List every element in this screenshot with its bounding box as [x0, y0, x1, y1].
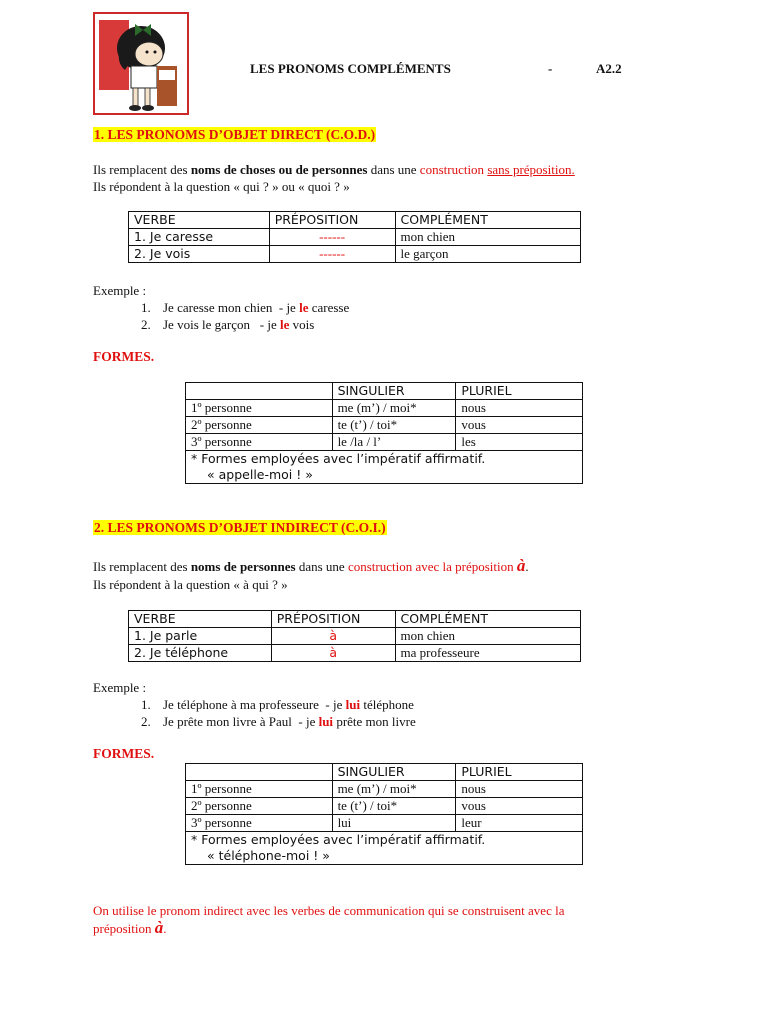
cod-formes-table: [185, 382, 583, 484]
example-pronoun: le: [299, 300, 309, 315]
table-header: PRÉPOSITION: [271, 611, 395, 628]
intro-bold: noms de personnes: [190, 559, 296, 574]
coi-example-item: [141, 713, 416, 730]
intro-red: construction: [419, 162, 488, 177]
table-cell: à: [271, 645, 395, 662]
example-pronoun: lui: [345, 697, 361, 712]
title-separator: -: [548, 61, 553, 76]
table-cell: 2º personne: [186, 798, 333, 815]
intro-red: construction avec la préposition: [347, 559, 517, 574]
table-cell: mon chien: [395, 229, 581, 246]
example-text: Je vois le garçon - je: [163, 317, 280, 332]
table-header: [186, 764, 333, 781]
table-header: PRÉPOSITION: [269, 212, 395, 229]
intro-text: dans une: [295, 559, 348, 574]
list-number: 2.: [141, 714, 151, 729]
intro-text: Ils remplacent des: [93, 162, 191, 177]
table-cell: ma professeure: [395, 645, 580, 662]
intro-text: .: [525, 559, 529, 574]
table-row: [186, 781, 583, 798]
table-cell: 2. Je vois: [129, 246, 270, 263]
table-row: [186, 434, 583, 451]
table-header-row: [186, 383, 583, 400]
intro-bold: noms de choses ou de personnes: [190, 162, 368, 177]
table-row: [129, 628, 581, 645]
level-label: A2.2: [596, 61, 622, 76]
coi-example-item: [141, 696, 414, 713]
table-cell: 1º personne: [186, 781, 333, 798]
table-header: [186, 383, 333, 400]
note-example: « appelle-moi ! »: [207, 467, 313, 482]
table-header: PLURIEL: [456, 383, 583, 400]
table-cell: ------: [269, 246, 395, 263]
table-row: [129, 229, 581, 246]
coi-intro-line1: [93, 557, 529, 575]
table-cell: te (t’) / toi*: [332, 417, 456, 434]
table-header: VERBE: [129, 611, 272, 628]
table-cell: ------: [269, 229, 395, 246]
cod-example-item: [141, 299, 349, 316]
table-cell: te (t’) / toi*: [332, 798, 456, 815]
cod-intro-line1: [93, 161, 575, 178]
table-cell: 1. Je caresse: [129, 229, 270, 246]
table-header: COMPLÉMENT: [395, 611, 580, 628]
cod-formes-label: FORMES.: [93, 349, 155, 364]
table-cell: le /la / l’: [332, 434, 456, 451]
cod-example-label: Exemple :: [93, 283, 147, 298]
section-cod-heading: [93, 127, 376, 143]
example-text: Je prête mon livre à Paul - je: [163, 714, 319, 729]
note-example: « téléphone-moi ! »: [207, 848, 330, 863]
list-number: 1.: [141, 300, 151, 315]
intro-red-underlined: sans préposition.: [487, 162, 575, 177]
intro-text: dans une: [367, 162, 420, 177]
coi-verb-table: [128, 610, 581, 662]
coi-formes-table: [185, 763, 583, 865]
table-cell: 1. Je parle: [129, 628, 272, 645]
example-text: caresse: [308, 300, 350, 315]
table-header-row: [129, 212, 581, 229]
table-note: [186, 451, 583, 484]
table-cell: 2. Je téléphone: [129, 645, 272, 662]
preposition-a: à: [154, 918, 164, 937]
footer-text: préposition: [93, 921, 155, 936]
table-cell: nous: [456, 781, 583, 798]
document-title: LES PRONOMS COMPLÉMENTS: [250, 61, 451, 76]
example-text: prête mon livre: [333, 714, 416, 729]
table-header: COMPLÉMENT: [395, 212, 581, 229]
cod-verb-table: [128, 211, 581, 263]
table-cell: le garçon: [395, 246, 581, 263]
table-header: SINGULIER: [332, 383, 456, 400]
note-line: * Formes employées avec l’impératif affirmatif.: [191, 832, 486, 847]
table-note: [186, 832, 583, 865]
table-header: VERBE: [129, 212, 270, 229]
table-header: PLURIEL: [456, 764, 583, 781]
footer-note-line1: On utilise le pronom indirect avec les verbes de communication qui se construisent avec la: [93, 903, 565, 918]
table-header-row: [129, 611, 581, 628]
footer-text: .: [163, 921, 167, 936]
table-note-row: [186, 451, 583, 484]
table-cell: me (m’) / moi*: [332, 781, 456, 798]
mafalda-logo: [93, 12, 189, 115]
table-cell: nous: [456, 400, 583, 417]
table-header-row: [186, 764, 583, 781]
table-cell: me (m’) / moi*: [332, 400, 456, 417]
coi-example-label: Exemple :: [93, 680, 147, 695]
section-coi-heading: [93, 520, 387, 536]
table-cell: vous: [456, 798, 583, 815]
coi-formes-label: FORMES.: [93, 746, 155, 761]
preposition-a: à: [516, 556, 526, 575]
table-cell: les: [456, 434, 583, 451]
table-row: [186, 400, 583, 417]
table-row: [129, 246, 581, 263]
table-row: [186, 815, 583, 832]
table-cell: à: [271, 628, 395, 645]
table-header: SINGULIER: [332, 764, 456, 781]
coi-intro-line2: Ils répondent à la question « à qui ? »: [93, 577, 288, 592]
table-row: [186, 417, 583, 434]
cod-example-item: [141, 316, 314, 333]
example-text: Je caresse mon chien - je: [163, 300, 300, 315]
table-cell: 3º personne: [186, 434, 333, 451]
intro-text: Ils remplacent des: [93, 559, 191, 574]
example-pronoun: lui: [318, 714, 334, 729]
cod-intro-line2: Ils répondent à la question « qui ? » ou « quoi ? »: [93, 179, 350, 194]
table-cell: lui: [332, 815, 456, 832]
table-note-row: [186, 832, 583, 865]
table-cell: 2º personne: [186, 417, 333, 434]
example-pronoun: le: [279, 317, 290, 332]
table-cell: 3º personne: [186, 815, 333, 832]
table-row: [186, 798, 583, 815]
footer-note-line2: [93, 919, 167, 937]
example-text: Je téléphone à ma professeure - je: [163, 697, 346, 712]
table-row: [129, 645, 581, 662]
example-text: téléphone: [360, 697, 414, 712]
list-number: 1.: [141, 697, 151, 712]
girl-illustration: [95, 14, 187, 113]
table-cell: leur: [456, 815, 583, 832]
table-cell: vous: [456, 417, 583, 434]
note-line: * Formes employées avec l’impératif affirmatif.: [191, 451, 486, 466]
section-coi-title: 2. LES PRONOMS D’OBJET INDIRECT (C.O.I.): [94, 520, 386, 535]
list-number: 2.: [141, 317, 151, 332]
table-cell: 1º personne: [186, 400, 333, 417]
table-cell: mon chien: [395, 628, 580, 645]
example-text: vois: [289, 317, 315, 332]
section-cod-title: 1. LES PRONOMS D’OBJET DIRECT (C.O.D.): [94, 127, 376, 142]
